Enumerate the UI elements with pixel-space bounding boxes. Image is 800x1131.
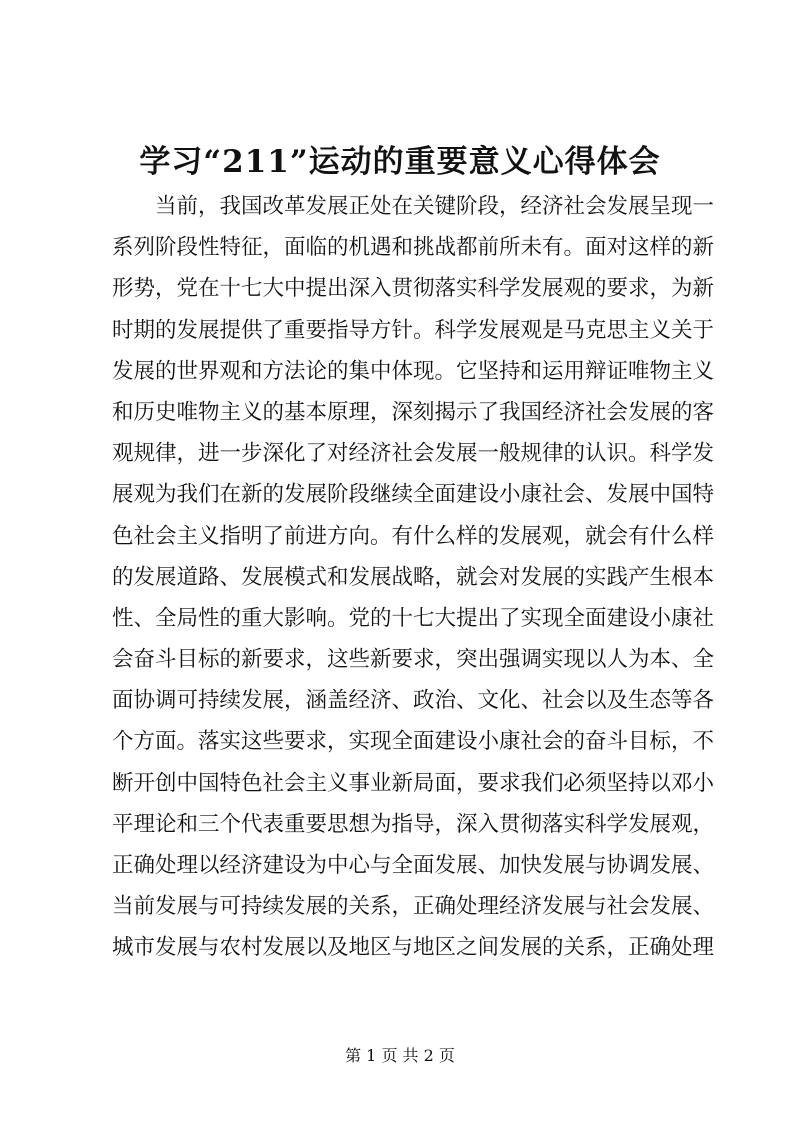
document-body	[112, 186, 715, 969]
body-line: 时期的发展提供了重要指导方针。科学发展观是马克思主义关于	[112, 317, 715, 343]
body-line: 当前发展与可持续发展的关系，正确处理经济发展与社会发展、	[112, 894, 715, 920]
document-title: 学习“211”运动的重要意义心得体会	[139, 144, 661, 180]
body-line: 平理论和三个代表重要思想为指导，深入贯彻落实科学发展观，	[112, 811, 715, 837]
body-line: 展观为我们在新的发展阶段继续全面建设小康社会、发展中国特	[112, 482, 715, 508]
body-line: 色社会主义指明了前进方向。有什么样的发展观，就会有什么样	[112, 523, 715, 549]
body-line: 面协调可持续发展，涵盖经济、政治、文化、社会以及生态等各	[112, 688, 715, 714]
body-line: 会奋斗目标的新要求，这些新要求，突出强调实现以人为本、全	[112, 647, 715, 673]
body-line: 个方面。落实这些要求，实现全面建设小康社会的奋斗目标，不	[112, 729, 715, 755]
body-line: 性、全局性的重大影响。党的十七大提出了实现全面建设小康社	[112, 605, 715, 631]
page-number-footer: 第 1 页 共 2 页	[345, 1046, 455, 1065]
body-line: 发展的世界观和方法论的集中体现。它坚持和运用辩证唯物主义	[112, 358, 715, 384]
body-line: 断开创中国特色社会主义事业新局面，要求我们必须坚持以邓小	[112, 770, 715, 796]
body-line: 和历史唯物主义的基本原理，深刻揭示了我国经济社会发展的客	[112, 399, 715, 425]
body-line: 系列阶段性特征，面临的机遇和挑战都前所未有。面对这样的新	[112, 235, 715, 261]
body-line: 的发展道路、发展模式和发展战略，就会对发展的实践产生根本	[112, 564, 715, 590]
body-line: 当前，我国改革发展正处在关键阶段，经济社会发展呈现一	[155, 194, 715, 219]
body-line: 观规律，进一步深化了对经济社会发展一般规律的认识。科学发	[112, 441, 715, 467]
body-line: 形势，党在十七大中提出深入贯彻落实科学发展观的要求，为新	[112, 276, 715, 302]
body-line: 城市发展与农村发展以及地区与地区之间发展的关系，正确处理	[112, 935, 715, 961]
body-line: 正确处理以经济建设为中心与全面发展、加快发展与协调发展、	[112, 853, 715, 878]
